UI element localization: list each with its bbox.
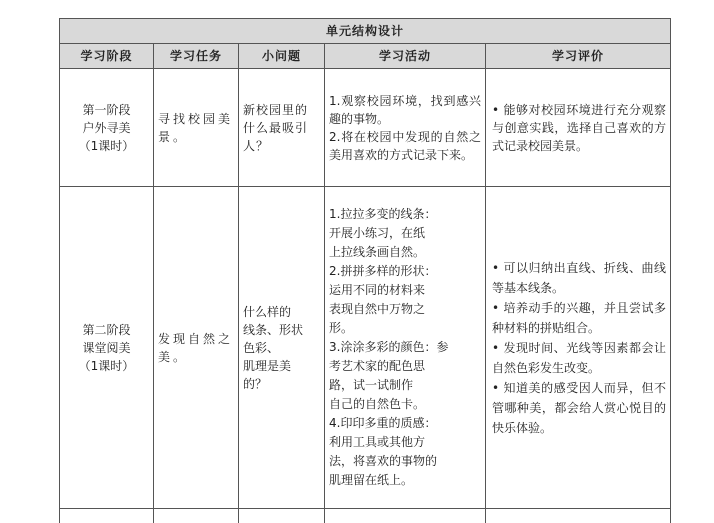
stage-duration: （1课时） (64, 357, 149, 375)
table-row (60, 187, 671, 509)
stage-subtitle: 户外寻美 (64, 119, 149, 137)
activity-line: 运用不同的材料来 (329, 281, 481, 300)
activity-line: 利用工具或其他方 (329, 433, 481, 452)
header-question: 小问题 (239, 44, 325, 69)
stage-name: 第一阶段 (64, 101, 149, 119)
activity-line: 考艺术家的配色思 (329, 357, 481, 376)
activity-item: 1.观察校园环境，找到感兴趣的事物。 (329, 92, 481, 128)
unit-structure-table-wrapper (59, 18, 670, 523)
question-line: 什么样的 (243, 303, 320, 321)
table-row (60, 69, 671, 187)
header-stage: 学习阶段 (60, 44, 154, 69)
activity-line: 3.涂涂多彩的颜色：参 (329, 338, 481, 357)
activity-line: 1.拉拉多变的线条： (329, 205, 481, 224)
header-evaluation: 学习评价 (486, 44, 671, 69)
evaluation-cell (486, 187, 671, 509)
header-task: 学习任务 (154, 44, 239, 69)
table-title-row (60, 19, 671, 44)
activity-line: 上拉线条画自然。 (329, 243, 481, 262)
question-line: 线条、形状 (243, 321, 320, 339)
activity-line: 开展小练习，在纸 (329, 224, 481, 243)
stage-name: 第二阶段 (64, 321, 149, 339)
activity-line: 2.拼拼多样的形状： (329, 262, 481, 281)
activity-line: 表现自然中万物之 (329, 300, 481, 319)
activity-line: 路，试一试制作 (329, 376, 481, 395)
activity-cell (325, 187, 486, 509)
task-cell: 寻找校园美景。 (154, 69, 239, 187)
question-line: 的？ (243, 375, 320, 393)
activity-line: 形。 (329, 319, 481, 338)
stage-duration: （1课时） (64, 137, 149, 155)
stage-cell (60, 69, 154, 187)
question-line: 色彩、 (243, 339, 320, 357)
table-title: 单元结构设计 (60, 19, 671, 44)
evaluation-item: • 知道美的感受因人而异，但不管哪种美，都会给人赏心悦目的快乐体验。 (492, 378, 666, 438)
activity-line: 法，将喜欢的事物的 (329, 452, 481, 471)
activity-cell (325, 69, 486, 187)
question-cell: 新校园里的什么最吸引人？ (239, 69, 325, 187)
evaluation-item: • 可以归纳出直线、折线、曲线等基本线条。 (492, 258, 666, 298)
stage-subtitle: 课堂阅美 (64, 339, 149, 357)
evaluation-item: • 培养动手的兴趣，并且尝试多种材料的拼贴组合。 (492, 298, 666, 338)
evaluation-cell (486, 69, 671, 187)
table-header-row (60, 44, 671, 69)
question-line: 肌理是美 (243, 357, 320, 375)
activity-line: 4.印印多重的质感： (329, 414, 481, 433)
activity-line: 自己的自然色卡。 (329, 395, 481, 414)
evaluation-item: • 发现时间、光线等因素都会让自然色彩发生改变。 (492, 338, 666, 378)
unit-structure-table (59, 18, 671, 523)
stage-cell (60, 187, 154, 509)
question-cell (239, 187, 325, 509)
activity-item: 2.将在校园中发现的自然之美用喜欢的方式记录下来。 (329, 128, 481, 164)
activity-line: 肌理留在纸上。 (329, 471, 481, 490)
header-activity: 学习活动 (325, 44, 486, 69)
task-cell: 发现自然之美。 (154, 187, 239, 509)
evaluation-item: • 能够对校园环境进行充分观察与创意实践，选择自己喜欢的方式记录校园美景。 (492, 101, 666, 155)
